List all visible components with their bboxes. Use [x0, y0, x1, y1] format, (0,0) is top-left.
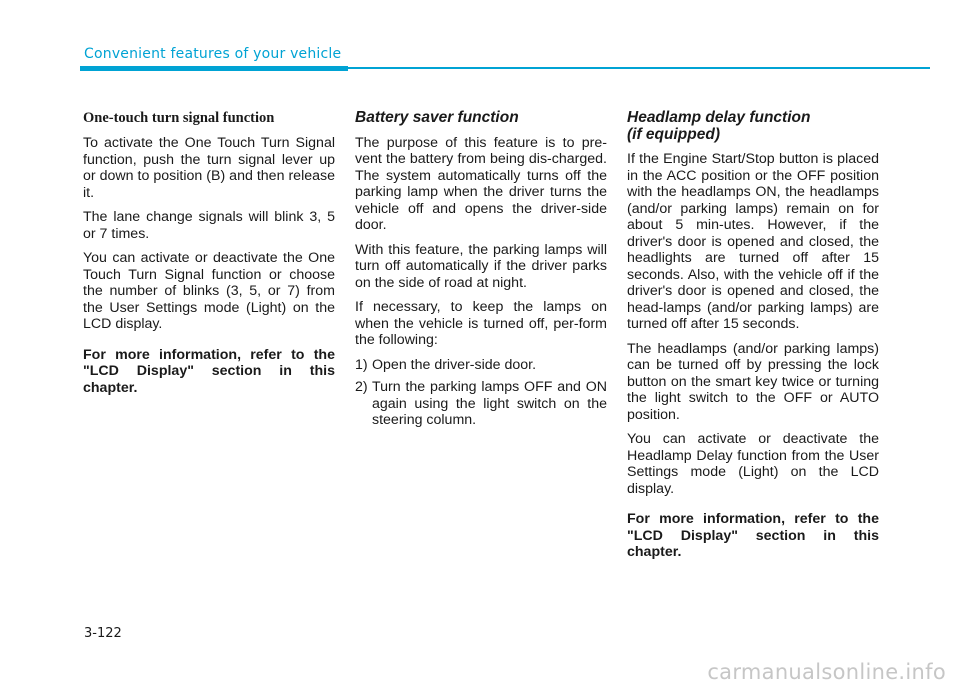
paragraph: If necessary, to keep the lamps on when the vehicle is turned off, per-form the following:: [355, 299, 607, 348]
paragraph: You can activate or deactivate the Headlamp Delay function from the User Settings mode (Light) on the LCD display.: [627, 431, 879, 497]
list-item: [355, 379, 607, 429]
column-battery-saver: [355, 110, 607, 435]
heading-one-touch-turn-signal: One-touch turn signal function: [83, 110, 275, 126]
column-headlamp-delay: [627, 110, 879, 569]
paragraph: The headlamps (and/or parking lamps) can be turned off by pressing the lock button on the smart key twice or turning the light switch to the OFF or AUTO position.: [627, 340, 879, 423]
list-text: Open the driver-side door.: [372, 356, 537, 373]
reference-note: For more information, refer to the "LCD Display" section in this chapter.: [627, 511, 879, 560]
list-number: 2): [355, 379, 368, 395]
list-text: Turn the parking lamps OFF and ON again using the light switch on the steering column.: [372, 379, 607, 428]
paragraph: With this feature, the parking lamps will turn off automatically if the driver parks on the side of road at night.: [355, 241, 607, 291]
list-item: [355, 357, 607, 374]
column-one-touch-turn-signal: [83, 110, 335, 404]
reference-note: For more information, refer to the "LCD Display" section in this chapter.: [83, 346, 335, 396]
heading-headlamp-delay: [627, 110, 879, 143]
list-number: 1): [355, 356, 368, 373]
section-title: Convenient features of your vehicle: [84, 46, 342, 62]
page-number: 3-122: [84, 626, 122, 641]
paragraph: The lane change signals will blink 3, 5 or 7 times.: [83, 209, 335, 242]
paragraph: To activate the One Touch Turn Signal function, push the turn signal lever up or down to position (B) and then release it.: [83, 135, 335, 201]
heading-line: (if equipped): [627, 125, 720, 143]
paragraph: The purpose of this feature is to pre-vent the battery from being dis-charged. The system automatically turns off the parking lamp when the driver turns the vehicle off and opens the driver-side door.: [355, 134, 607, 233]
heading-battery-saver: Battery saver function: [355, 109, 519, 126]
watermark: carmanualsonline.info: [707, 660, 946, 684]
header-rule: [348, 67, 930, 69]
paragraph: If the Engine Start/Stop button is placed in the ACC position or the OFF position with the headlamps ON, the headlamps (and/or parking lamps) remain on for about 5 min-utes. However, if the driver's door is opened and closed, the headlights are turned off after 15 seconds. Also, with the vehicle off if the driver's door is opened and closed, the head-lamps (and/or parking lamps) are turned off after 15 seconds.: [627, 151, 879, 332]
header-accent-bar: [80, 66, 348, 71]
heading-line: Headlamp delay function: [627, 109, 811, 126]
paragraph: You can activate or deactivate the One Touch Turn Signal function or choose the number of blinks (3, 5, or 7) from the User Settings mode (Light) on the LCD display.: [83, 250, 335, 332]
